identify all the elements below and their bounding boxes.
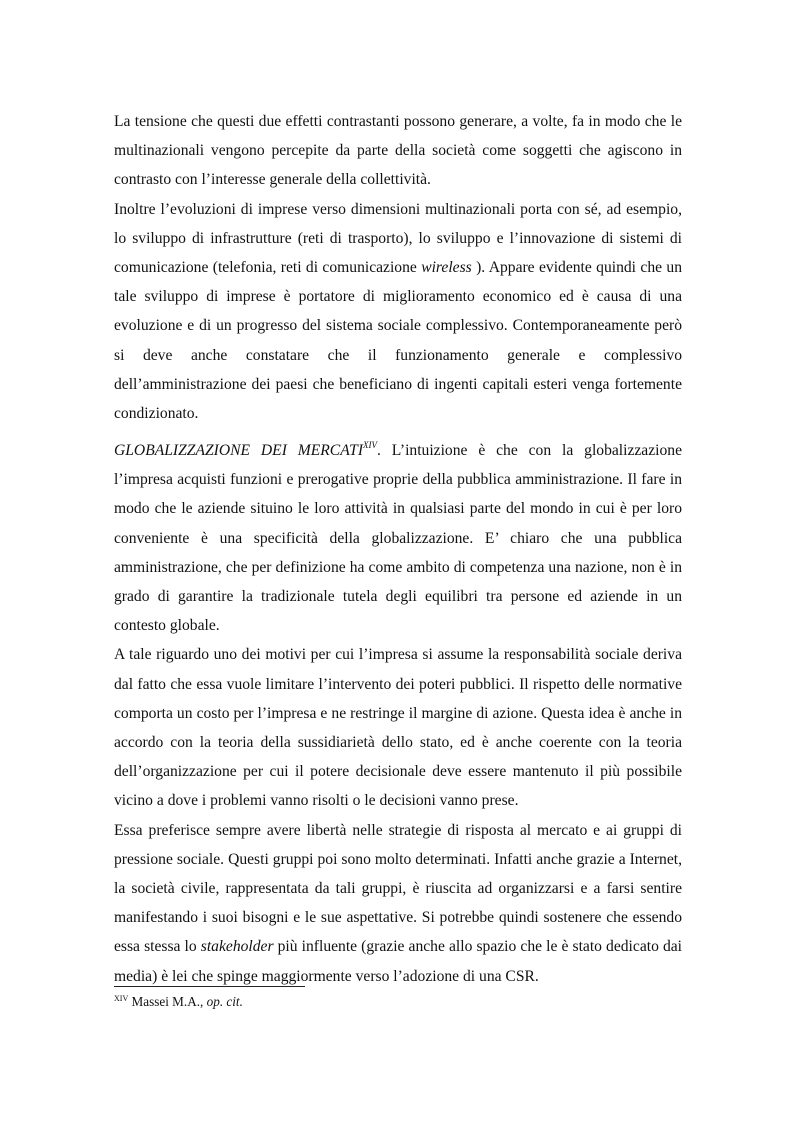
term-stakeholder: stakeholder — [200, 938, 274, 956]
paragraph-4: A tale riguardo uno dei motivi per cui l’impresa si assume la responsabilità sociale deriva dal fatto che essa vuole limitare l’intervento dei poteri pubblici. Il rispetto delle normative comporta un costo per l’impresa e ne restringe il margine di azione. Questa idea è anche in accordo con la teoria della sussidiarietà dello stato, ed è anche coerente con la teoria dell’organizzazione per cui il potere decisionale deve essere mantenuto il più possibile vicino a dove i problemi vanno risolti o le decisioni vanno prese. — [114, 646, 682, 810]
paragraph-2: Inoltre l’evoluzioni di imprese verso dimensioni multinazionali porta con sé, ad esempio, lo sviluppo di infrastrutture (reti di trasporto), lo sviluppo e l’innovazione di sistemi di comunicazione (telefonia, reti di comunicazione wireless ). Appare evidente quindi che un tale sviluppo di imprese è portatore di miglioramento economico ed è causa di una evoluzione e di un progresso del sistema sociale complessivo. Contemporaneamente però si deve anche constatare che il funzionamento generale e complessivo dell’amministrazione dei paesi che beneficiano di ingenti capitali esteri venga fortemente condizionato. — [114, 200, 682, 423]
text-block-2 — [114, 436, 682, 991]
paragraph-1: La tensione che questi due effetti contrastanti possono generare, a volte, fa in modo che le multinazionali vengono percepite da parte della società come soggetti che agiscono in contrasto con l’interesse generale della collettività. — [114, 113, 682, 189]
footnote-cite: op. cit. — [206, 994, 243, 1009]
paragraph-3: GLOBALIZZAZIONE DEI $MERCATI^{XIV}$. L’intuizione è che con la globalizzazione l’impresa acquisti funzioni e prerogative proprie della pubblica amministrazione. Il fare in modo che le aziende situino le loro attività in qualsiasi parte del mondo in cui è per loro conveniente è una specificità della globalizzazione. E’ chiaro che una pubblica amministrazione, che per definizione ha come ambito di competenza una nazione, non è in grado di garantire la tradizionale tutela degli equilibri tra persone ed aziende in un contesto globale. — [114, 440, 682, 635]
footnote-ref[interactable]: XIV — [363, 440, 378, 450]
text-block-1 — [114, 107, 682, 428]
footnote-divider — [114, 986, 305, 987]
footnote-number: XIV — [114, 994, 129, 1003]
footnote — [114, 993, 674, 1011]
section-heading: GLOBALIZZAZIONE DEI MERCATI — [114, 442, 364, 459]
footnote-author: Massei M.A., — [128, 994, 207, 1009]
paragraph-5: Essa preferisce sempre avere libertà nelle strategie di risposta al mercato e ai gruppi di pressione sociale. Questi gruppi poi sono molto determinati. Infatti anche grazie a Internet, la società civile, rappresentata da tali gruppi, è riuscita ad organizzarsi e a farsi sentire manifestando i suoi bisogni e le sue aspettative. Si potrebbe quindi sostenere che essendo essa stessa lo stakeholder più influente (grazie anche allo spazio che le è stato dedicato dai media) è lei che spinge maggiormente verso l’adozione di una CSR. — [114, 821, 683, 985]
term-wireless: wireless — [421, 259, 472, 277]
